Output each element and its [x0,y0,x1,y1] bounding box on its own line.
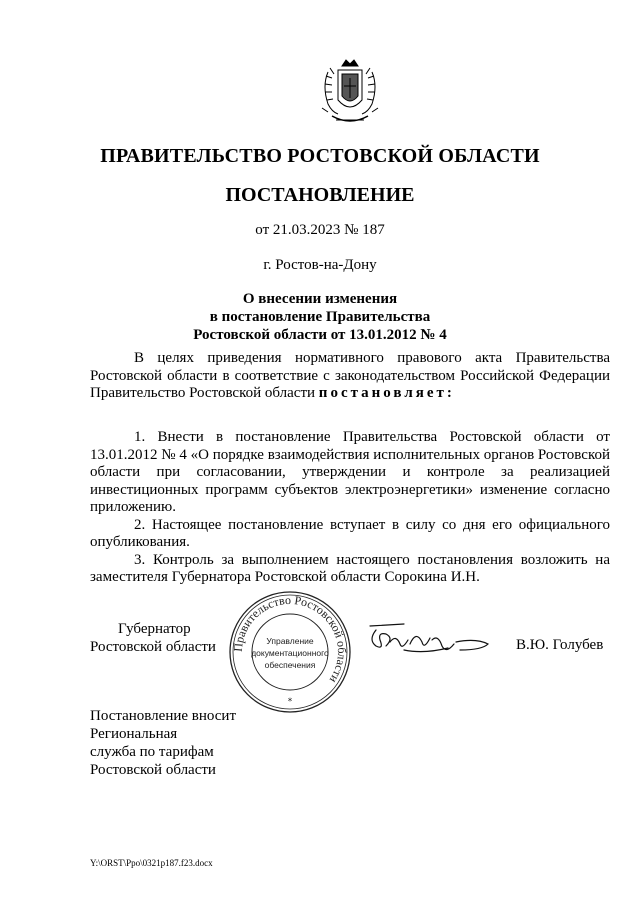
subject-line-2: в постановление Правительства [209,309,431,325]
stamp-star-icon: * [287,697,293,707]
file-path-footer: Y:\ORST\Ppo\0321p187.f23.docx [90,858,213,868]
introduced-by-block [90,707,236,779]
document-subject [0,290,640,344]
coat-of-arms-emblem [318,56,382,130]
date-number: от 21.03.2023 № 187 [255,222,385,238]
signatory-name: В.Ю. Голубев [516,637,604,653]
signatory-position-line-2: Ростовской области [90,639,216,655]
decree-item-1: 1. Внести в постановление Правительства Ростовской области от 13.01.2012 № 4 «О порядке взаимодействия исполнительных органов Ростовской области при согласовании, утверждении и контроле за реализацией инвестиционных программ субъектов электроэнергетики» изменение согласно приложению. [90,429,610,515]
decree-item-2: 2. Настоящее постановление вступает в силу со дня его официального опубликования. [90,516,610,550]
decree-word: постановляет: [318,385,455,401]
stamp-inner-line-1: Управление [266,636,314,646]
introduced-by-line-2: Региональная [90,726,178,742]
stamp-inner-line-3: обеспечения [264,660,316,670]
subject-line-1: О внесении изменения [242,291,398,307]
stamp-inner-line-2: документационного [251,648,329,658]
stamp-outer-text: Правительство Ростовской области [230,592,350,686]
document-type-title: ПОСТАНОВЛЕНИЕ [225,184,415,206]
introduced-by-line-1: Постановление вносит [90,708,237,724]
preamble-text: В целях приведения нормативного правового акта Правительства Ростовской области в соответствие с законодательством Российской Федерации Правительство Ростовской области [90,350,610,401]
official-stamp [228,590,352,714]
preamble-paragraph [90,350,610,403]
decree-item-3: 3. Контроль за выполнением настоящего постановления возложить на заместителя Губернатора Ростовской области Сорокина И.Н. [90,551,610,585]
subject-line-3: Ростовской области от 13.01.2012 № 4 [193,327,447,343]
introduced-by-line-4: Ростовской области [90,762,216,778]
preamble [90,350,610,403]
decree-items [90,429,610,587]
signatory-position-line-1: Губернатор [118,621,191,637]
city: г. Ростов-на-Дону [263,257,377,273]
signatory-position [90,620,216,656]
introduced-by-line-3: служба по тарифам [90,744,214,760]
organization-title: ПРАВИТЕЛЬСТВО РОСТОВСКОЙ ОБЛАСТИ [100,145,540,167]
handwritten-signature [364,620,494,666]
